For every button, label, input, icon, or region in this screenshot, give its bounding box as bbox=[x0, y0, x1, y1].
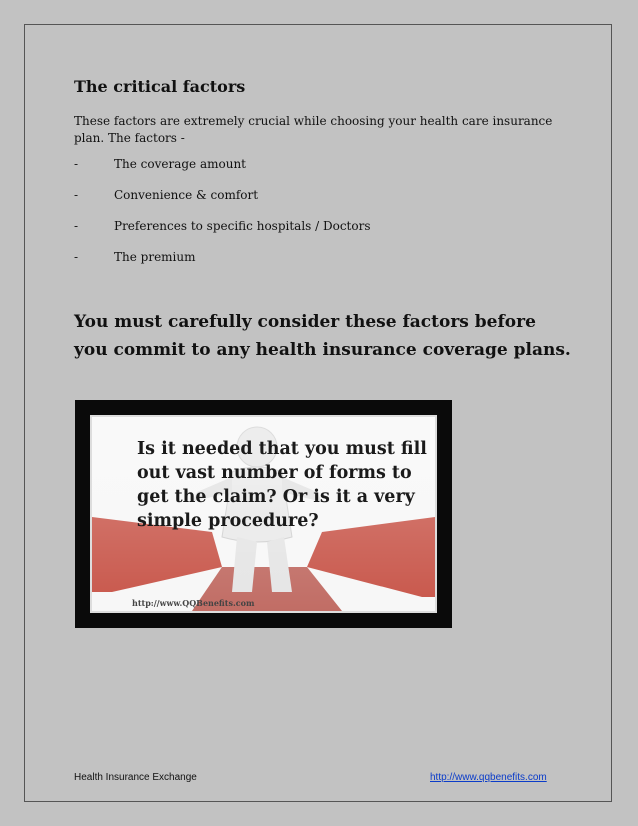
list-item bbox=[74, 157, 371, 188]
list-item-text: Preferences to specific hospitals / Doctors bbox=[114, 219, 371, 233]
illustration-image bbox=[75, 400, 452, 628]
footer-link[interactable]: http://www.qqbenefits.com bbox=[430, 772, 547, 783]
list-item bbox=[74, 219, 371, 250]
list-item-text: Convenience & comfort bbox=[114, 188, 259, 202]
list-dash: - bbox=[74, 219, 79, 233]
list-item-text: The coverage amount bbox=[114, 157, 246, 171]
factor-list bbox=[74, 157, 371, 281]
list-item bbox=[74, 250, 371, 281]
footer-title: Health Insurance Exchange bbox=[74, 772, 197, 783]
intro-paragraph: These factors are extremely crucial while choosing your health care insurance plan. The factors - bbox=[74, 114, 553, 145]
section-heading: The critical factors bbox=[74, 77, 246, 96]
list-dash: - bbox=[74, 157, 79, 171]
callout-text: You must carefully consider these factors before you commit to any health insurance coverage plans. bbox=[74, 312, 571, 360]
list-item-text: The premium bbox=[114, 250, 196, 264]
list-item bbox=[74, 188, 371, 219]
illustration-canvas bbox=[90, 415, 437, 613]
list-dash: - bbox=[74, 188, 79, 202]
list-dash: - bbox=[74, 250, 79, 264]
image-caption-text: Is it needed that you must fill out vast number of forms to get the claim? Or is it a very simple procedure? bbox=[137, 439, 427, 531]
image-watermark-url: http://www.QQBenefits.com bbox=[132, 598, 255, 608]
